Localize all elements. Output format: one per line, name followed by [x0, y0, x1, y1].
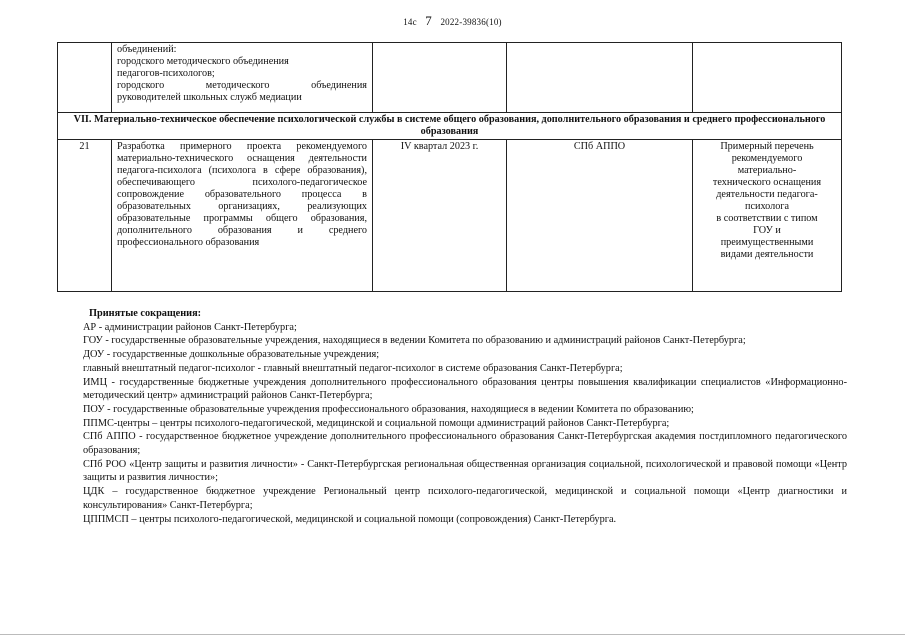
cell-deadline	[373, 43, 507, 113]
abbreviation-item: АР - администрации районов Санкт-Петербурга;	[83, 321, 297, 333]
plan-table	[57, 42, 842, 292]
result-line: Примерный перечень	[720, 141, 814, 152]
cell-responsible	[507, 43, 693, 113]
section-row	[58, 113, 842, 140]
header-prefix: 14с	[403, 17, 417, 27]
abbreviation-item: ГОУ - государственные образовательные учреждения, находящиеся в ведении Комитета по образованию и администраций районов Санкт-Петербурга;	[83, 335, 746, 347]
page-header	[0, 13, 905, 29]
page-number: 7	[425, 13, 432, 28]
row-result	[693, 140, 842, 292]
abbreviations-title: Принятые сокращения:	[89, 308, 202, 319]
abbreviation-item: СПб АППО - государственное бюджетное учреждение дополнительного профессионального образования Санкт-Петербургская академия постдипломного педагогического образования;	[83, 431, 847, 457]
abbreviation-item: ДОУ - государственные дошкольные образовательные учреждения;	[83, 349, 380, 361]
page-edge-divider	[0, 634, 905, 635]
result-line: технического оснащения	[712, 177, 822, 188]
abbreviation-item: главный внештатный педагог-психолог - главный внештатный педагог-психолог в системе образования Санкт-Петербурга;	[83, 362, 623, 374]
cell-number	[58, 43, 112, 113]
abbreviation-item: СПб РОО «Центр защиты и развития личности» - Санкт-Петербургская региональная общественная организация социальной, психологической и правовой помощи «Центр защиты и развития личности»;	[83, 458, 847, 484]
cell-description	[112, 43, 373, 113]
row-number: 21	[58, 140, 112, 292]
result-line: материально-	[737, 165, 797, 176]
document-code: 2022-39836(10)	[440, 17, 502, 27]
result-line: ГОУ и	[753, 225, 781, 236]
abbreviation-item: ПОУ - государственные образовательные учреждения профессионального образования, находящиеся в ведении Комитета по образованию;	[83, 403, 694, 415]
text-line: городского методического объединения	[117, 56, 289, 67]
result-line: рекомендуемого	[731, 153, 803, 164]
abbreviation-item: ИМЦ - государственные бюджетные учреждения дополнительного профессионального образования центры повышения квалификации специалистов «Информационно-методический центр» администраций районов Санкт-Петербурга;	[83, 376, 847, 402]
abbreviation-item: ЦППМСП – центры психолого-педагогической, медицинской и социальной помощи (сопровождения) Санкт-Петербурга.	[83, 513, 617, 525]
table-row-continued	[58, 43, 842, 113]
section-title: VII. Материально-техническое обеспечение психологической службы в системе общего образования, дополнительного образования и среднего профессионального образования	[58, 113, 842, 140]
result-line: психолога	[745, 201, 789, 212]
text-line: педагогов-психологов;	[117, 68, 215, 79]
row-description: Разработка примерного проекта рекомендуемого материально-технического оснащения деятельности педагога-психолога (психолога в сфере образования), обеспечивающего психолого-педагогическое сопровождение образовательного процесса в образовательных организациях, реализующих образовательные программы общего образования, дополнительного образования и среднего профессионального образования	[112, 140, 373, 292]
result-line: видами деятельности	[720, 249, 814, 260]
row-deadline: IV квартал 2023 г.	[373, 140, 507, 292]
text-line: городского методического объединения	[117, 80, 367, 91]
abbreviation-item: ППМС-центры – центры психолого-педагогической, медицинской и социальной помощи администраций районов Санкт-Петербурга;	[83, 417, 670, 429]
text-line: руководителей школьных служб медиации	[117, 92, 302, 103]
text-line: объединений:	[117, 44, 177, 55]
abbreviation-item: ЦДК – государственное бюджетное учреждение Региональный центр психолого-педагогической, медицинской и социальной помощи «Центр диагностики и консультирования» Санкт-Петербурга;	[83, 486, 847, 511]
abbreviations-section	[83, 307, 847, 526]
table-row	[58, 140, 842, 292]
row-responsible: СПб АППО	[507, 140, 693, 292]
result-line: в соответствии с типом	[716, 213, 818, 224]
cell-result	[693, 43, 842, 113]
result-line: деятельности педагога-	[716, 189, 818, 200]
result-line: преимущественными	[720, 237, 814, 248]
